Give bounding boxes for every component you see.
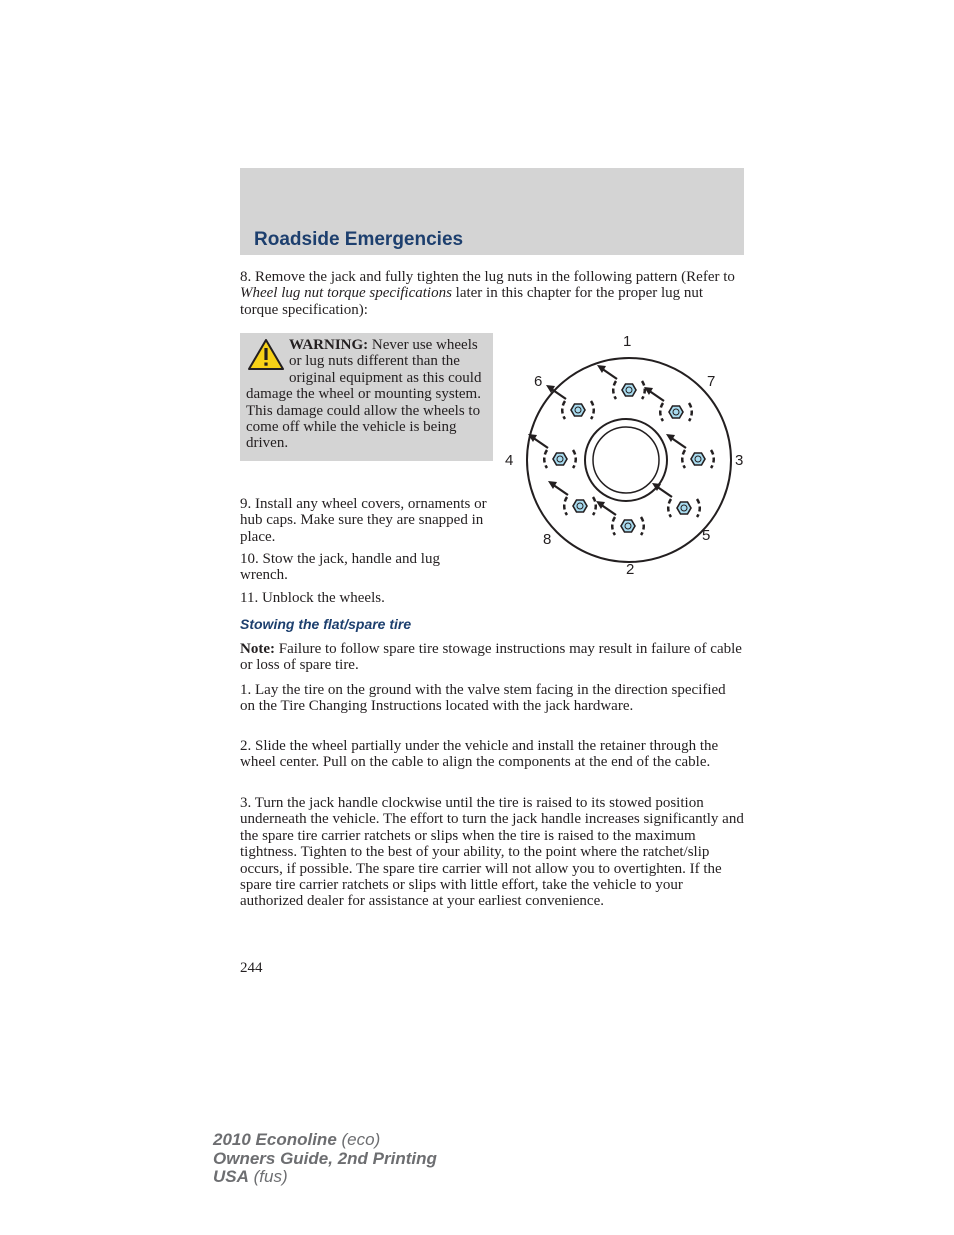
stow-step-3: 3. Turn the jack handle clockwise until the tire is raised to its stowed position underneath the vehicle. The effort to turn the jack handle increases significantly and the spare tire carrier ratchets or slips when the tire is raised to the maximum tightness. Tighten to the best of your ability, to the point where the ratchet/slip occurs, if possible. The spare tire carrier will not allow you to overtighten. If the spare tire carrier ratchets or slips with little effort, take the vehicle to your authorized dealer for assistance at your earliest convenience. — [240, 795, 744, 910]
section-header — [240, 168, 744, 255]
label-1: 1 — [623, 333, 632, 350]
label-6: 6 — [534, 373, 543, 390]
label-8: 8 — [543, 531, 552, 548]
hub-inner-ring — [593, 427, 659, 493]
note-text: Failure to follow spare tire stowage instructions may result in failure of cable or loss of spare tire. — [240, 641, 742, 674]
label-4: 4 — [505, 452, 514, 469]
warning-triangle-icon — [246, 337, 286, 371]
torque-spec-reference: Wheel lug nut torque specifications — [240, 285, 452, 302]
step-10: 10. Stow the jack, handle and lug wrench. — [240, 551, 440, 584]
label-7: 7 — [707, 373, 716, 390]
stow-step-1: 1. Lay the tire on the ground with the valve stem facing in the direction specified on the Tire Changing Instructions located with the jack hardware. — [240, 682, 726, 715]
step-9: 9. Install any wheel covers, ornaments or hub caps. Make sure they are snapped in place. — [240, 496, 487, 545]
note — [240, 641, 744, 674]
warning-box — [240, 333, 493, 461]
label-2: 2 — [626, 561, 635, 578]
label-5: 5 — [702, 527, 711, 544]
warning-text: Never use wheels or lug nuts different than the original equipment as this could damage the wheel or mounting system. This damage could allow the wheels to come off while the vehicle is being driven. — [246, 337, 482, 452]
section-title: Roadside Emergencies — [254, 229, 464, 250]
page-number: 244 — [240, 960, 263, 976]
document-footer: 2010 Econoline (eco) Owners Guide, 2nd Printing USA (fus) — [213, 1130, 437, 1186]
stow-step-2: 2. Slide the wheel partially under the vehicle and install the retainer through the wheel center. Pull on the cable to align the components at the end of the cable. — [240, 738, 719, 771]
lug-nut-pattern-diagram — [500, 328, 750, 582]
step-11: 11. Unblock the wheels. — [240, 590, 385, 606]
subheading-stowing: Stowing the flat/spare tire — [240, 616, 412, 632]
warning-label: WARNING: — [289, 337, 369, 353]
note-label: Note: — [240, 641, 275, 657]
step-8: 8. Remove the jack and fully tighten the lug nuts in the following pattern (Refer to Wheel lug nut torque specifications later in this chapter for the proper lug nut torque specification): — [240, 269, 735, 318]
label-3: 3 — [735, 452, 744, 469]
